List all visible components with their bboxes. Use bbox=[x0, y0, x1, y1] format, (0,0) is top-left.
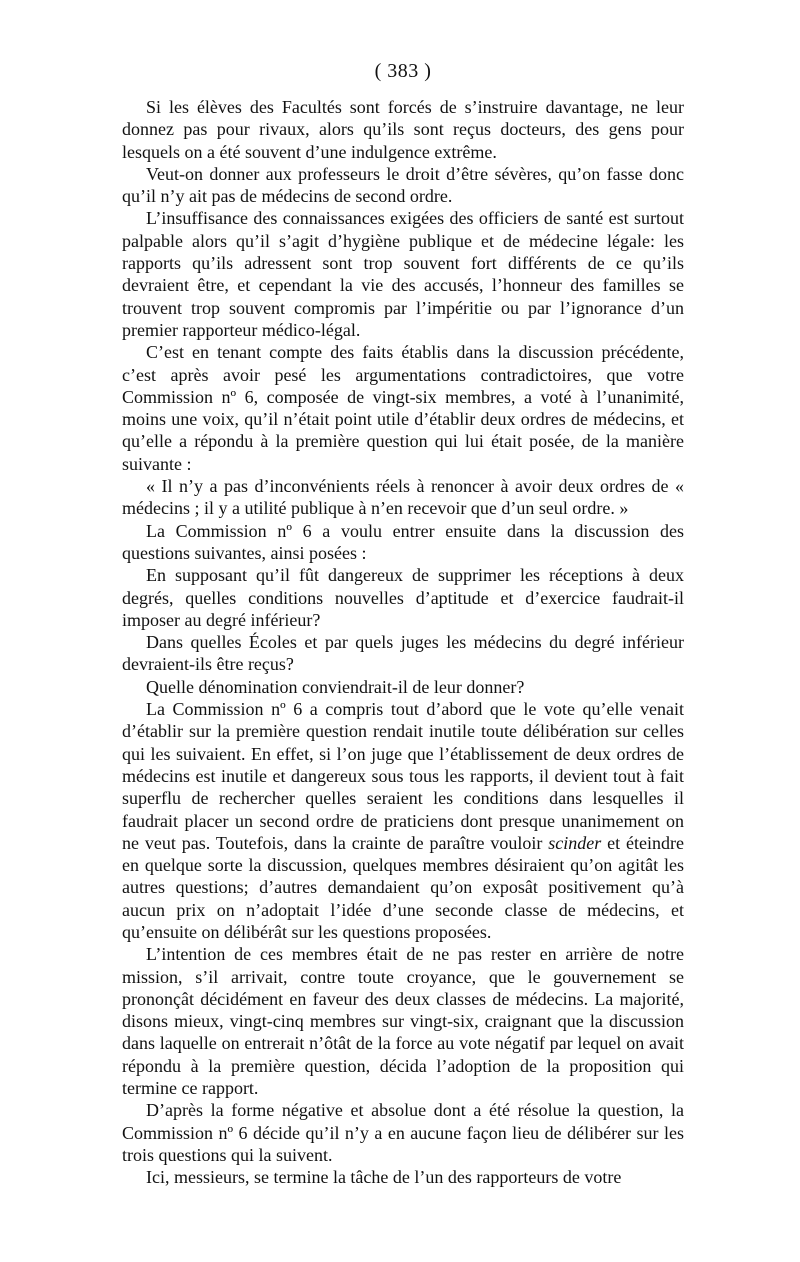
quoted-resolution: « Il n’y a pas d’inconvénients réels à renoncer à avoir deux ordres de « médecins ; il y a utilité publique à n’en recevoir que d’un seul ordre. » bbox=[122, 476, 684, 519]
paragraph-8: D’après la forme négative et absolue dont a été résolue la question, la Commission nº 6 décide qu’il n’y a en aucune façon lieu de délibérer sur les trois questions qui la suivent. bbox=[122, 1100, 684, 1165]
paragraph-6 bbox=[122, 698, 684, 943]
paragraph-5: La Commission nº 6 a voulu entrer ensuite dans la discussion des questions suivantes, ainsi posées : bbox=[122, 520, 684, 563]
question-1: En supposant qu’il fût dangereux de supprimer les réceptions à deux degrés, quelles conditions nouvelles d’aptitude et d’exercice faudrait-il imposer au degré inférieur? bbox=[122, 565, 684, 630]
paragraph-4: C’est en tenant compte des faits établis dans la discussion précédente, c’est après avoir pesé les argumentations contradictoires, que votre Commission nº 6, composée de vingt-six membres, a voté à l’unanimité, moins une voix, qu’il n’était point utile d’établir deux ordres de médecins, et qu’elle a répondu à la première question qui lui était posée, de la manière suivante : bbox=[122, 342, 684, 474]
paragraph-3: L’insuffisance des connaissances exigées des officiers de santé est surtout palpable alors qu’il s’agit d’hygiène publique et de médecine légale: les rapports qu’ils adressent sont trop souvent fort différents de ce qu’ils devraient être, et cependant la vie des accusés, l’honneur des familles se trouvent trop souvent compromis par l’impéritie ou par l’ignorance d’un premier rapporteur médico-légal. bbox=[122, 208, 684, 340]
book-page bbox=[122, 58, 684, 1189]
paragraph-6-start: La Commission nº 6 a compris tout d’abord que le vote qu’elle venait d’établir sur la première question rendait inutile toute délibération sur celles qui les suivaient. En effet, si l’on juge que l’établissement de deux ordres de médecins est inutile et dangereux sous tous les rapports, il devient tout à fait superflu de rechercher quelles seraient les conditions dans lesquelles il faudrait placer un second ordre de praticiens dont presque unanimement on ne veut pas. Toutefois, dans la crainte de paraître vouloir bbox=[122, 699, 684, 853]
paragraph-6-end: et éteindre en quelque sorte la discussion, quelques membres désiraient qu’on agitât les autres questions; d’autres demandaient qu’on exposât positivement qu’à aucun prix on n’adoptait l’idée d’une seconde classe de médecins, et qu’ensuite on délibérât sur les questions proposées. bbox=[122, 832, 684, 942]
question-3: Quelle dénomination conviendrait-il de leur donner? bbox=[146, 676, 525, 697]
page-number: ( 383 ) bbox=[374, 60, 432, 82]
paragraph-2: Veut-on donner aux professeurs le droit d’être sévères, qu’on fasse donc qu’il n’y ait pas de médecins de second ordre. bbox=[122, 163, 684, 207]
paragraph-7: L’intention de ces membres était de ne pas rester en arrière de notre mission, s’il arrivait, contre toute croyance, que le gouvernement se prononçât décidément en faveur des deux classes de médecins. La majorité, disons mieux, vingt-cinq membres sur vingt-six, craignant que la discussion dans laquelle on entrerait n’ôtât de la force au vote négatif par lequel on avait répondu à la première question, décida l’adoption de la proposition qui termine ce rapport. bbox=[122, 944, 684, 1099]
italic-word: scinder bbox=[548, 832, 602, 853]
paragraph-9: Ici, messieurs, se termine la tâche de l’un des rapporteurs de votre bbox=[146, 1167, 622, 1188]
question-2: Dans quelles Écoles et par quels juges les médecins du degré inférieur devraient-ils être reçus? bbox=[122, 632, 684, 675]
paragraph-1: Si les élèves des Facultés sont forcés de s’instruire davantage, ne leur donnez pas pour rivaux, alors qu’ils sont reçus docteurs, des gens pour lesquels on a été souvent d’une indulgence extrême. bbox=[122, 97, 684, 162]
